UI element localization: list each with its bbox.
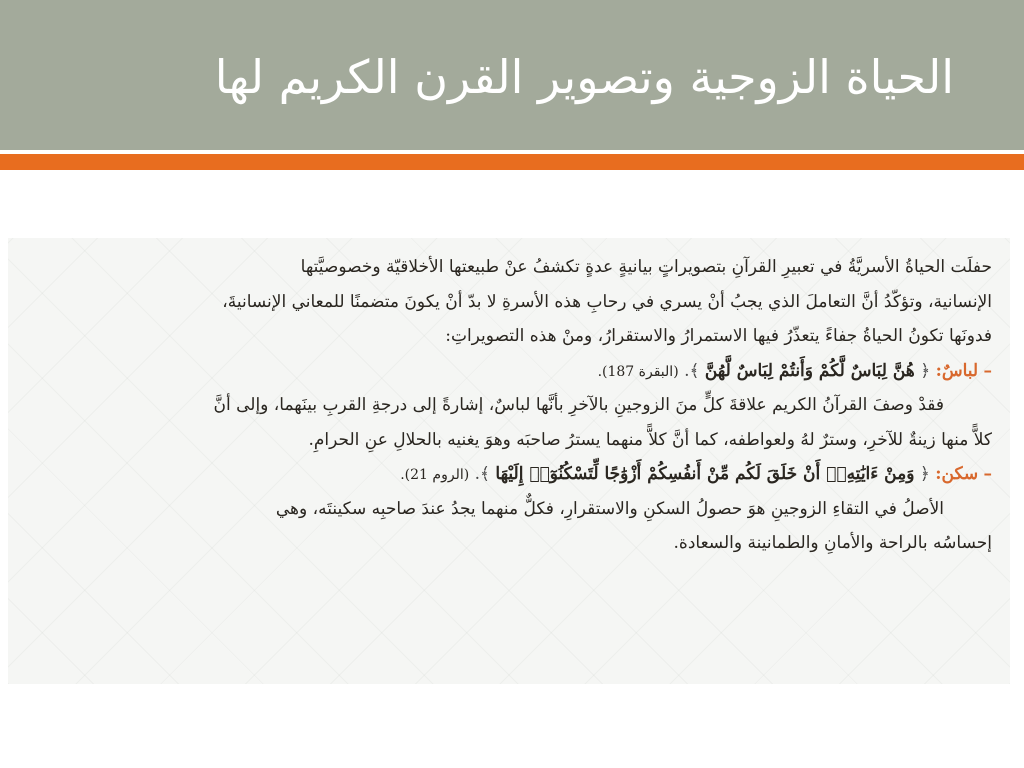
paragraph-line: حفلَت الحياةُ الأسريَّةُ في تعبيرِ القرآنِ بتصويراتٍ بيانيةٍ عدةٍ تكشفُ عنْ طبيعتها الأخلاقيّة وخصوصيَّتها: [300, 257, 992, 277]
explanation-line: إحساسُه بالراحة والأمانِ والطمانينة والسعادة.: [673, 533, 992, 553]
quran-verse: هُنَّ لِبَاسٌ لَّكُمْ وَأَنتُمْ لِبَاسٌ لَّهُنَّ: [704, 360, 915, 381]
explanation-line: فقدْ وصفَ القرآنُ الكريم علاقةَ كلٍّ منَ الزوجينِ بالآخرِ بأنَّها لباسٌ، إشارةً إلى درجةِ القربِ بينَهما، وإلى أنَّ: [213, 395, 944, 415]
verse-reference: (الروم 21).: [400, 467, 470, 483]
item-term: لباسٌ:: [935, 360, 979, 381]
paragraph-line: الإنسانية، وتؤكّدُ أنَّ التعاملَ الذي يجبُ أنْ يسري في رحابِ هذه الأسرةِ لا بدّ أنْ يكونَ متضمنًا للمعاني الإنسانيةَ،: [222, 291, 992, 312]
accent-rule: [0, 154, 1024, 170]
verse-open-bracket: ﴿: [920, 360, 931, 381]
quran-verse: وَمِنْ ءَايَٰتِهِۦٓ أَنْ خَلَقَ لَكُم مِّنْ أَنفُسِكُمْ أَزْوَٰجًا لِّتَسْكُنُوٓا۟ إِلَيْهَا: [495, 464, 915, 484]
verse-reference: (البقرة 187).: [597, 363, 679, 380]
explanation-line: كلاًّ منها زينةٌ للآخرِ، وسترٌ لهُ ولعواطفه، كما أنَّ كلاًّ منهما يسترُ صاحبَه وهوَ يغنيه بالحلالِ عنِ الحرامِ.: [308, 429, 992, 450]
scanned-text-image: [8, 238, 1010, 684]
item-dash: –: [983, 360, 992, 381]
verse-close-bracket: ﴾.: [474, 464, 490, 484]
arabic-text-block: [80, 250, 992, 561]
item-libas: [80, 354, 992, 389]
item-sakan: [80, 457, 992, 492]
paragraph-line: فدونَها تكونُ الحياةُ جفاءً يتعذّرُ فيها الاستمرارُ والاستقرارُ، ومنْ هذه التصويراتِ:: [445, 326, 992, 346]
slide-title: الحياة الزوجية وتصوير القرن الكريم لها: [214, 50, 954, 104]
verse-close-bracket: ﴾.: [684, 360, 700, 381]
explanation-line: الأصلُ في التقاءِ الزوجينِ هوَ حصولُ السكنِ والاستقرارِ، فكلٌّ منهما يجدُ عندَ صاحبِه سكينتَه، وهي: [275, 498, 944, 519]
verse-open-bracket: ﴿: [919, 464, 930, 484]
item-dash: –: [983, 464, 992, 484]
item-term: سكن:: [935, 464, 979, 484]
